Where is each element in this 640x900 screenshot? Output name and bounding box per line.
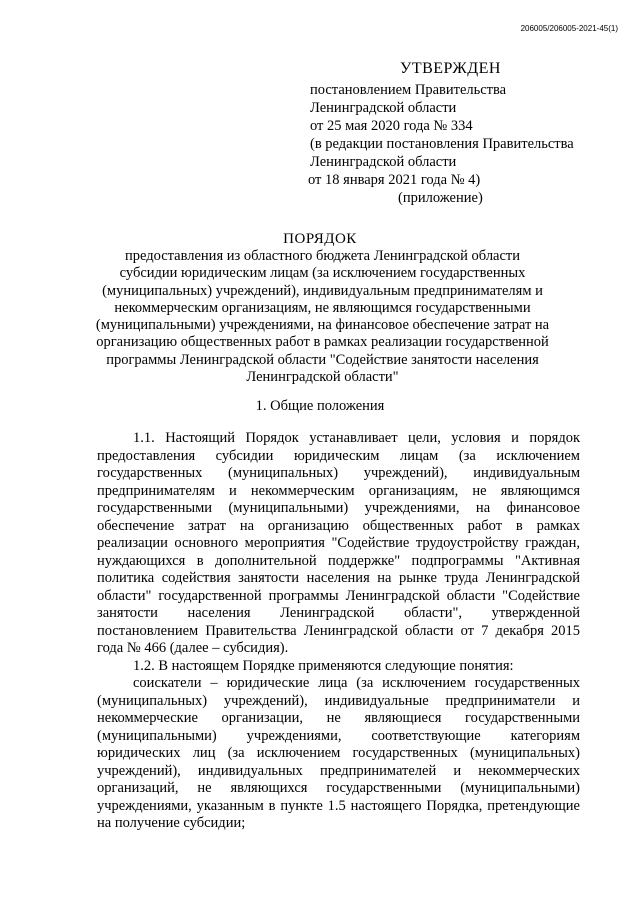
section-heading: 1. Общие положения — [255, 398, 385, 414]
approval-line: Ленинградской области — [310, 100, 457, 116]
document-subtitle: предоставления из областного бюджета Ленинградской области субсидии юридическим лицам (за исключением государственных (муниципальных) учреждений), индивидуальным предпринимателям и некоммерческим организациям, не являющимся государственными (муниципальными) учреждениями, на финансовое обеспечение затрат на организацию общественных работ в рамках реализации государственной программы Ленинградской области "Содействие занятости населения Ленинградской области" — [95, 248, 550, 386]
approval-line: постановлением Правительства — [310, 82, 507, 98]
paragraph: соискатели – юридические лица (за исключением государственных (муниципальных) учреждений), индивидуальные предприниматели и некоммерческие организации, не являющиеся государственными (муниципальными) учреждениями, соответствующие категориям юридических лиц (за исключением государственных (муниципальных) учреждений), индивидуальных предпринимателей и некоммерческих организаций, не являющихся государственными (муниципальными) учреждениями, указанным в пункте 1.5 настоящего Порядка, претендующие на получение субсидии; — [97, 675, 580, 831]
document-title: ПОРЯДОК — [283, 231, 357, 247]
paragraph: 1.1. Настоящий Порядок устанавливает цели, условия и порядок предоставления субсидии юридическим лицам (за исключением государственных (муниципальных) учреждений), индивидуальным предпринимателям и некоммерческим организациям, не являющимся государственными (муниципальными) учреждениями, на финансовое обеспечение затрат на организацию общественных работ в рамках реализации основного мероприятия "Содействие трудоустройству граждан, нуждающихся в дополнительной поддержке" подпрограммы "Активная политика содействия занятости населения на рынке труда Ленинградской области" государственной программы Ленинградской области "Содействие занятости населения Ленинградской области", утвержденной постановлением Правительства Ленинградской области от 7 декабря 2015 года № 466 (далее – субсидия). — [97, 430, 580, 656]
approval-line: Ленинградской области — [310, 154, 457, 170]
document-id: 206005/206005-2021-45(1) — [520, 24, 618, 33]
approval-heading: УТВЕРЖДЕН — [400, 60, 501, 77]
approval-line: от 25 мая 2020 года № 334 — [310, 118, 473, 134]
paragraph: 1.2. В настоящем Порядке применяются следующие понятия: — [133, 657, 514, 674]
approval-appendix: (приложение) — [398, 190, 483, 206]
approval-line: от 18 января 2021 года № 4) — [308, 172, 481, 188]
document-body — [97, 430, 580, 833]
approval-line: (в редакции постановления Правительства — [310, 136, 574, 152]
approval-block — [308, 60, 608, 207]
